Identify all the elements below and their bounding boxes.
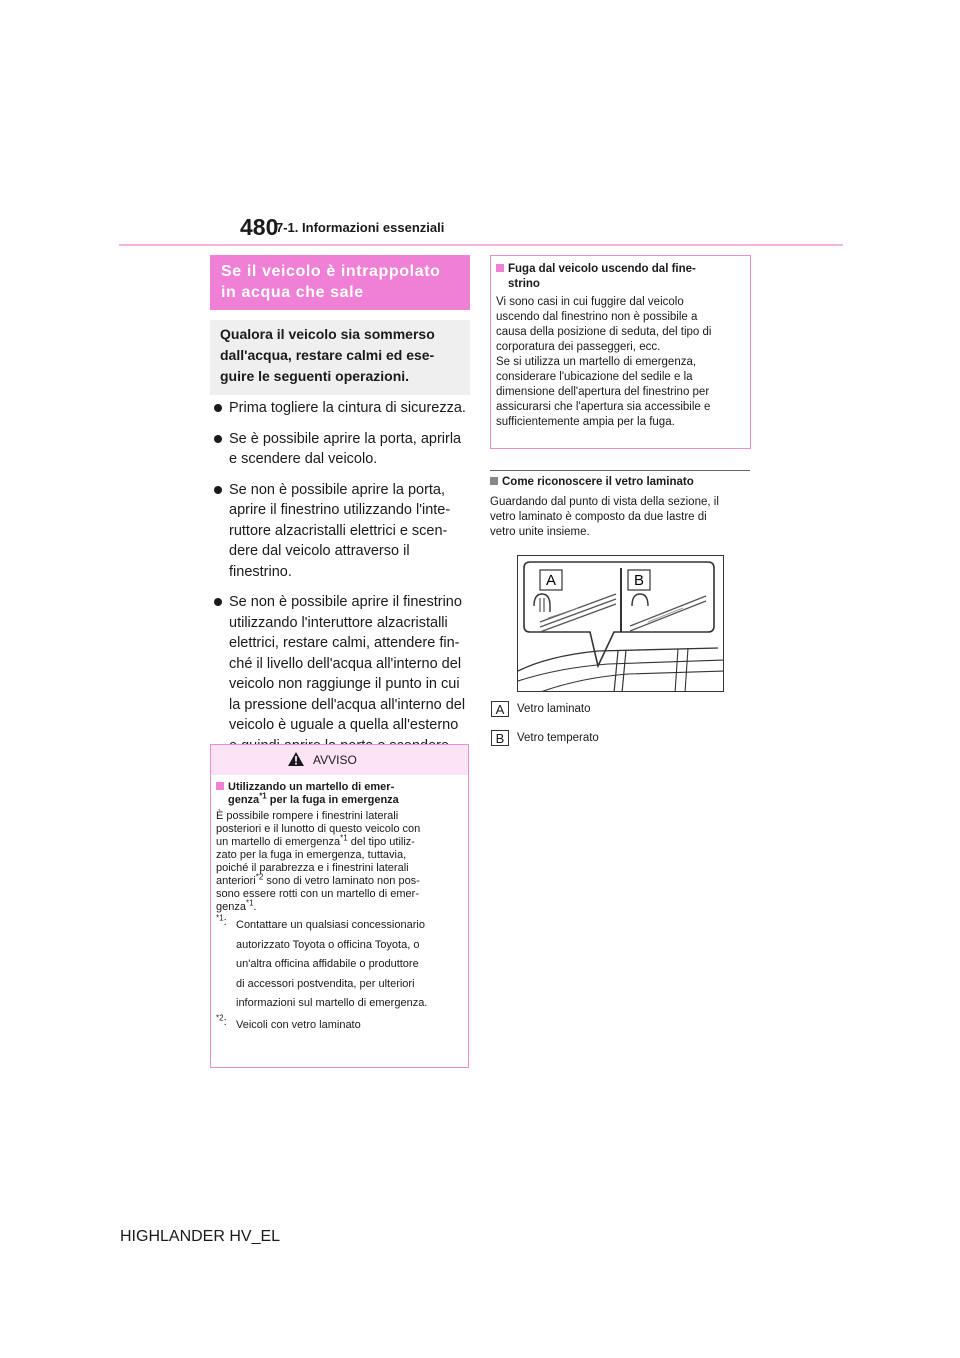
- laminated-glass-heading-text: Come riconoscere il vetro laminato: [502, 476, 694, 488]
- page-number: 480: [240, 214, 279, 240]
- escape-note-line: uscendo dal finestrino non è possibile a: [496, 311, 698, 323]
- list-item-line: Se è possibile aprire la porta, aprirla: [229, 430, 462, 447]
- header-divider: [119, 244, 843, 246]
- list-item-line: la pressione dell'acqua all'interno del: [229, 696, 466, 713]
- warning-line: genza: [216, 901, 246, 913]
- legend-item-a: [491, 701, 591, 717]
- list-item-line: Se non è possibile aprire la porta,: [229, 481, 446, 498]
- warning-body: [211, 775, 468, 1035]
- escape-note-heading: [496, 262, 745, 292]
- list-item-line: ruttore alzacristalli elettrici e scen-: [229, 522, 448, 539]
- escape-note-line: causa della posizione di seduta, del tipo di: [496, 326, 712, 338]
- list-item-line: Prima togliere la cintura di sicurezza.: [229, 400, 466, 416]
- legend-letter: B: [491, 730, 509, 746]
- footnote-mark: *1: [216, 913, 224, 923]
- list-item-line: elettrici, restare calmi, attendere fin-: [229, 635, 460, 651]
- description-line: Guardando dal punto di vista della sezione, il: [490, 496, 719, 508]
- intro-line: dall'acqua, restare calmi ed ese-: [220, 347, 435, 363]
- bullet-icon: [214, 404, 222, 412]
- figure-label-b: B: [633, 572, 645, 589]
- intro-box: [210, 320, 470, 395]
- figure-label-a: A: [545, 572, 557, 589]
- square-bullet-icon: [496, 264, 504, 272]
- escape-note-line: assicurarsi che l'apertura sia accessibile e: [496, 401, 711, 413]
- laminated-glass-heading: [490, 476, 694, 488]
- warning-line: È possibile rompere i finestrini laterali: [216, 810, 399, 822]
- escape-note-body: [496, 295, 745, 430]
- warning-line: del tipo utiliz-: [347, 836, 415, 848]
- escape-note-heading-text: strino: [508, 278, 540, 290]
- list-item: [210, 480, 470, 583]
- square-bullet-icon: [490, 477, 498, 485]
- warning-subheading-text: Utilizzando un martello di emer-: [228, 781, 395, 793]
- list-item: [210, 429, 470, 470]
- section-title: [210, 255, 470, 310]
- intro-line: Qualora il veicolo sia sommerso: [220, 326, 435, 342]
- list-item: [210, 398, 470, 419]
- list-item-line: e scendere dal veicolo.: [229, 451, 378, 467]
- instruction-list: [210, 398, 470, 787]
- legend-item-b: [491, 730, 599, 746]
- legend-text: Vetro laminato: [517, 703, 591, 716]
- warning-line: sono essere rotti con un martello di emer-: [216, 888, 419, 900]
- list-item-line: aprire il finestrino utilizzando l'inte-: [229, 502, 451, 518]
- warning-title: AVVISO: [313, 753, 357, 767]
- car-window-illustration: [518, 556, 724, 692]
- footnote-ref: *1: [340, 833, 348, 843]
- warning-line: poiché il parabrezza e i finestrini laterali: [216, 862, 409, 874]
- laminated-glass-description: [490, 495, 752, 540]
- warning-triangle-icon: [287, 751, 305, 767]
- glass-illustration: [517, 555, 724, 692]
- warning-subheading-text: per la fuga in emergenza: [266, 794, 399, 806]
- escape-note-heading-text: Fuga dal veicolo uscendo dal fine-: [508, 263, 696, 275]
- legend-letter: A: [491, 701, 509, 717]
- description-line: vetro unite insieme.: [490, 526, 590, 538]
- warning-line: zato per la fuga in emergenza, tuttavia,: [216, 849, 407, 861]
- warning-subheading-text: genza: [228, 794, 260, 806]
- escape-note-line: considerare l'ubicazione del sedile e la: [496, 371, 693, 383]
- footnote-2: $^{*2}$: Veicoli con vetro laminato: [216, 1016, 463, 1036]
- square-bullet-icon: [216, 782, 224, 790]
- footnote-ref: *1: [259, 791, 267, 801]
- footnote-1: $^{*1}$: Contattare un qualsiasi concessionario autorizzato Toyota o officina Toyota, o un'altra officina affidabile o produttore di accessori postvendita, per ulteriori informazioni sul martello di emergenza.: [216, 916, 463, 1014]
- footnote-line: informazioni sul martello di emergenza.: [236, 997, 428, 1009]
- bullet-icon: [214, 486, 222, 494]
- warning-paragraph: [216, 810, 463, 914]
- warning-line: un martello di emergenza: [216, 836, 341, 848]
- intro-line: guire le seguenti operazioni.: [220, 368, 410, 384]
- list-item-line: veicolo non raggiunge il punto in cui: [229, 676, 460, 692]
- footnote-ref: *1: [245, 898, 254, 908]
- footnote-mark: *2: [216, 1012, 224, 1022]
- escape-note-line: corporatura dei passeggeri, ecc.: [496, 341, 661, 353]
- footnote-line: di accessori postvendita, per ulteriori: [236, 977, 415, 990]
- list-item-line: dere dal veicolo attraverso il: [229, 543, 410, 559]
- escape-note-line: Se si utilizza un martello di emergenza,: [496, 356, 697, 368]
- footnote-line: autorizzato Toyota o officina Toyota, o: [236, 938, 420, 951]
- warning-line: sono di vetro laminato non pos-: [263, 875, 420, 887]
- warning-line: .: [253, 901, 257, 913]
- section-title-line: in acqua che sale: [221, 284, 364, 301]
- section-header: 7-1. Informazioni essenziali: [276, 220, 445, 235]
- warning-line: posteriori e il lunotto di questo veicolo con: [216, 823, 421, 835]
- escape-note-box: [490, 255, 751, 449]
- warning-subheading: [216, 781, 463, 807]
- section-title-line: Se il veicolo è intrappolato: [221, 263, 441, 280]
- warning-box: [210, 744, 469, 1068]
- section-divider: [490, 470, 750, 471]
- warning-line: anteriori: [216, 875, 256, 887]
- bullet-icon: [214, 598, 222, 606]
- list-item-line: ché il livello dell'acqua all'interno del: [229, 655, 462, 672]
- list-item-line: Se non è possibile aprire il finestrino: [229, 594, 462, 610]
- footnote-line: un'altra officina affidabile o produttore: [236, 958, 419, 970]
- footer-model-name: HIGHLANDER HV_EL: [120, 1228, 281, 1245]
- legend-text: Vetro temperato: [517, 732, 599, 745]
- description-line: vetro laminato è composto da due lastre di: [490, 511, 707, 523]
- list-item-line: utilizzando l'interuttore alzacristalli: [229, 614, 448, 631]
- escape-note-line: dimensione dell'apertura del finestrino per: [496, 386, 710, 398]
- footnote-ref: *2: [255, 872, 264, 882]
- list-item-line: finestrino.: [229, 563, 292, 580]
- warning-header: [211, 745, 468, 775]
- escape-note-line: Vi sono casi in cui fuggire dal veicolo: [496, 296, 684, 308]
- escape-note-line: sufficientemente ampia per la fuga.: [496, 416, 675, 428]
- footnote-line: Veicoli con vetro laminato: [236, 1018, 361, 1031]
- list-item-line: veicolo è uguale a quella all'esterno: [229, 717, 459, 733]
- bullet-icon: [214, 435, 222, 443]
- footnote-line: Contattare un qualsiasi concessionario: [236, 919, 425, 931]
